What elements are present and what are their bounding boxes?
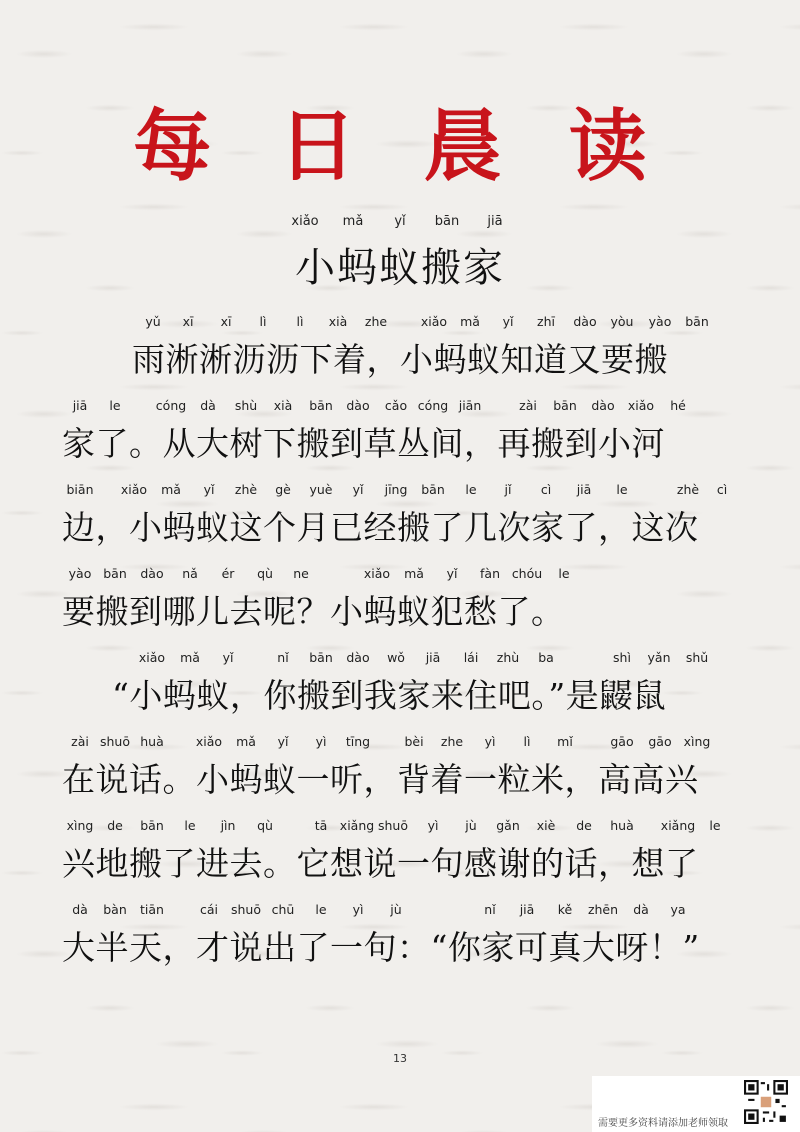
pinyin-syllable: bān [309, 650, 333, 665]
pinyin-syllable: mǎ [161, 482, 181, 497]
pinyin-syllable: gè [275, 482, 291, 497]
hanzi-row: 边，小蚂蚁这个月已经搬了几次家了，这次 [62, 508, 699, 547]
pinyin-syllable: zhè [676, 482, 700, 497]
title-pinyin-syllable: mǎ [342, 214, 364, 229]
pinyin-syllable: bān [309, 398, 333, 413]
pinyin-syllable: wǒ [387, 650, 405, 665]
story-title: 小蚂蚁搬家 [295, 245, 505, 291]
pinyin-syllable: xiè [536, 818, 556, 833]
pinyin-syllable: jù [390, 902, 402, 917]
pinyin-syllable: zhī [537, 314, 555, 329]
pinyin-syllable: chū [271, 902, 295, 917]
pinyin-syllable: xiǎo [420, 314, 448, 329]
pinyin-syllable: jǐ [504, 482, 512, 497]
pinyin-syllable: gǎn [496, 818, 520, 833]
pinyin-syllable: hé [670, 398, 686, 413]
pinyin-syllable: tīng [345, 734, 371, 749]
title-pinyin-syllable: xiǎo [291, 214, 319, 229]
pinyin-syllable: yào [648, 314, 672, 329]
hanzi-row: 在说话。小蚂蚁一听，背着一粒米，高高兴 [62, 760, 699, 799]
pinyin-row [0, 314, 800, 332]
pinyin-syllable: nǐ [277, 650, 289, 665]
pinyin-syllable: mǎ [180, 650, 200, 665]
pinyin-syllable: cǎo [384, 398, 408, 413]
pinyin-syllable: jiā [72, 398, 88, 413]
pinyin-syllable: jiā [576, 482, 592, 497]
pinyin-syllable: dào [346, 398, 370, 413]
pinyin-syllable: qù [257, 818, 273, 833]
pinyin-syllable: zài [519, 398, 537, 413]
pinyin-syllable: xī [182, 314, 194, 329]
pinyin-syllable: jiān [458, 398, 482, 413]
pinyin-syllable: bān [685, 314, 709, 329]
pinyin-syllable: yì [352, 902, 364, 917]
pinyin-syllable: dào [573, 314, 597, 329]
pinyin-syllable: chóu [511, 566, 543, 581]
pinyin-syllable: mǐ [557, 734, 573, 749]
pinyin-syllable: yǐ [502, 314, 514, 329]
pinyin-syllable: xìng [66, 818, 94, 833]
pinyin-syllable: tā [314, 818, 328, 833]
pinyin-syllable: le [558, 566, 570, 581]
pinyin-syllable: yǐ [446, 566, 458, 581]
pinyin-syllable: xiǎng [339, 818, 375, 833]
title-pinyin-syllable: jiā [487, 214, 503, 229]
pinyin-syllable: le [184, 818, 196, 833]
pinyin-syllable: zhè [234, 482, 258, 497]
pinyin-syllable: zhēn [587, 902, 619, 917]
pinyin-syllable: jìn [220, 818, 236, 833]
pinyin-syllable: huà [610, 818, 634, 833]
pinyin-syllable: yǎn [647, 650, 671, 665]
pinyin-syllable: yǐ [352, 482, 364, 497]
pinyin-syllable: yǔ [145, 314, 161, 329]
pinyin-syllable: ba [538, 650, 554, 665]
pinyin-syllable: nǎ [182, 566, 198, 581]
pinyin-syllable: huà [140, 734, 164, 749]
pinyin-syllable: dà [200, 398, 216, 413]
pinyin-syllable: jiā [519, 902, 535, 917]
text-line [0, 902, 800, 982]
pinyin-syllable: le [465, 482, 477, 497]
pinyin-syllable: xiǎo [627, 398, 655, 413]
pinyin-syllable: jiā [425, 650, 441, 665]
pinyin-syllable: xìng [683, 734, 711, 749]
pinyin-syllable: dào [346, 650, 370, 665]
pinyin-syllable: xià [328, 314, 348, 329]
pinyin-syllable: yuè [309, 482, 333, 497]
pinyin-syllable: shù [234, 398, 258, 413]
pinyin-syllable: ér [221, 566, 235, 581]
pinyin-syllable: nǐ [484, 902, 496, 917]
pinyin-syllable: yì [427, 818, 439, 833]
pinyin-row [0, 818, 800, 836]
footer-note: 需要更多资料请添加老师领取 [598, 1118, 728, 1129]
pinyin-syllable: le [709, 818, 721, 833]
pinyin-syllable: xiǎo [138, 650, 166, 665]
hanzi-row: 大半天，才说出了一句：“你家可真大呀！” [62, 928, 700, 967]
pinyin-syllable: cóng [155, 398, 187, 413]
pinyin-syllable: bàn [103, 902, 127, 917]
text-line [0, 734, 800, 814]
text-line [0, 314, 800, 394]
hanzi-row: 雨淅淅沥沥下着，小蚂蚁知道又要搬 [132, 340, 668, 379]
pinyin-syllable: lì [259, 314, 267, 329]
pinyin-syllable: zhe [440, 734, 464, 749]
pinyin-syllable: shuō [230, 902, 262, 917]
pinyin-syllable: de [576, 818, 592, 833]
pinyin-row [0, 734, 800, 752]
text-line [0, 566, 800, 646]
title-pinyin-syllable: yǐ [394, 214, 406, 229]
pinyin-syllable: gāo [648, 734, 672, 749]
text-line [0, 650, 800, 730]
pinyin-syllable: tiān [140, 902, 164, 917]
hanzi-row: “小蚂蚁，你搬到我家来住吧。”是鼹鼠 [112, 676, 667, 715]
pinyin-syllable: zhe [364, 314, 388, 329]
pinyin-syllable: de [107, 818, 123, 833]
pinyin-syllable: bèi [404, 734, 424, 749]
pinyin-syllable: bān [103, 566, 127, 581]
qr-code-icon [744, 1080, 788, 1124]
pinyin-syllable: mǎ [460, 314, 480, 329]
hanzi-row: 要搬到哪儿去呢？小蚂蚁犯愁了。 [62, 592, 565, 631]
pinyin-syllable: ya [670, 902, 686, 917]
pinyin-syllable: le [616, 482, 628, 497]
pinyin-syllable: yì [484, 734, 496, 749]
pinyin-syllable: biān [66, 482, 94, 497]
pinyin-syllable: fàn [480, 566, 500, 581]
pinyin-syllable: lái [463, 650, 479, 665]
pinyin-syllable: shuō [377, 818, 409, 833]
pinyin-syllable: yǐ [203, 482, 215, 497]
pinyin-syllable: xià [273, 398, 293, 413]
title-pinyin-syllable: bān [434, 214, 460, 229]
pinyin-syllable: yǐ [222, 650, 234, 665]
pinyin-syllable: yào [68, 566, 92, 581]
pinyin-syllable: cóng [417, 398, 449, 413]
pinyin-syllable: dà [633, 902, 649, 917]
pinyin-syllable: xiǎo [195, 734, 223, 749]
pinyin-syllable: ne [293, 566, 309, 581]
pinyin-row [0, 902, 800, 920]
text-line [0, 818, 800, 898]
pinyin-row [0, 650, 800, 668]
pinyin-syllable: dà [72, 902, 88, 917]
pinyin-syllable: yì [315, 734, 327, 749]
banner-title: 每 日 晨 读 [133, 101, 667, 192]
hanzi-row: 家了。从大树下搬到草丛间，再搬到小河 [62, 424, 665, 463]
footer-promo [592, 1076, 800, 1132]
pinyin-syllable: shǔ [685, 650, 709, 665]
pinyin-syllable: jīng [384, 482, 408, 497]
page-number: 13 [393, 1052, 407, 1065]
pinyin-syllable: mǎ [404, 566, 424, 581]
pinyin-syllable: cì [716, 482, 728, 497]
pinyin-syllable: xiǎng [660, 818, 696, 833]
pinyin-syllable: zhù [496, 650, 520, 665]
pinyin-row [0, 566, 800, 584]
pinyin-syllable: xiǎo [120, 482, 148, 497]
pinyin-syllable: cì [540, 482, 552, 497]
pinyin-syllable: lì [296, 314, 304, 329]
pinyin-syllable: le [315, 902, 327, 917]
pinyin-syllable: xiǎo [363, 566, 391, 581]
story-title-pinyin [0, 214, 800, 232]
pinyin-syllable: gāo [610, 734, 634, 749]
pinyin-syllable: yǐ [277, 734, 289, 749]
pinyin-syllable: bān [421, 482, 445, 497]
pinyin-syllable: kě [557, 902, 573, 917]
pinyin-syllable: mǎ [236, 734, 256, 749]
pinyin-syllable: bān [553, 398, 577, 413]
pinyin-syllable: shuō [99, 734, 131, 749]
pinyin-syllable: jù [465, 818, 477, 833]
pinyin-syllable: zài [71, 734, 89, 749]
pinyin-row [0, 398, 800, 416]
pinyin-syllable: xī [220, 314, 232, 329]
hanzi-row: 兴地搬了进去。它想说一句感谢的话，想了 [62, 844, 699, 883]
pinyin-syllable: shì [613, 650, 631, 665]
pinyin-row [0, 482, 800, 500]
pinyin-syllable: bān [140, 818, 164, 833]
text-line [0, 398, 800, 478]
pinyin-syllable: dào [591, 398, 615, 413]
pinyin-syllable: qù [257, 566, 273, 581]
pinyin-syllable: dào [140, 566, 164, 581]
pinyin-syllable: lì [523, 734, 531, 749]
pinyin-syllable: le [109, 398, 121, 413]
pinyin-syllable: yòu [610, 314, 634, 329]
text-line [0, 482, 800, 562]
pinyin-syllable: cái [199, 902, 219, 917]
